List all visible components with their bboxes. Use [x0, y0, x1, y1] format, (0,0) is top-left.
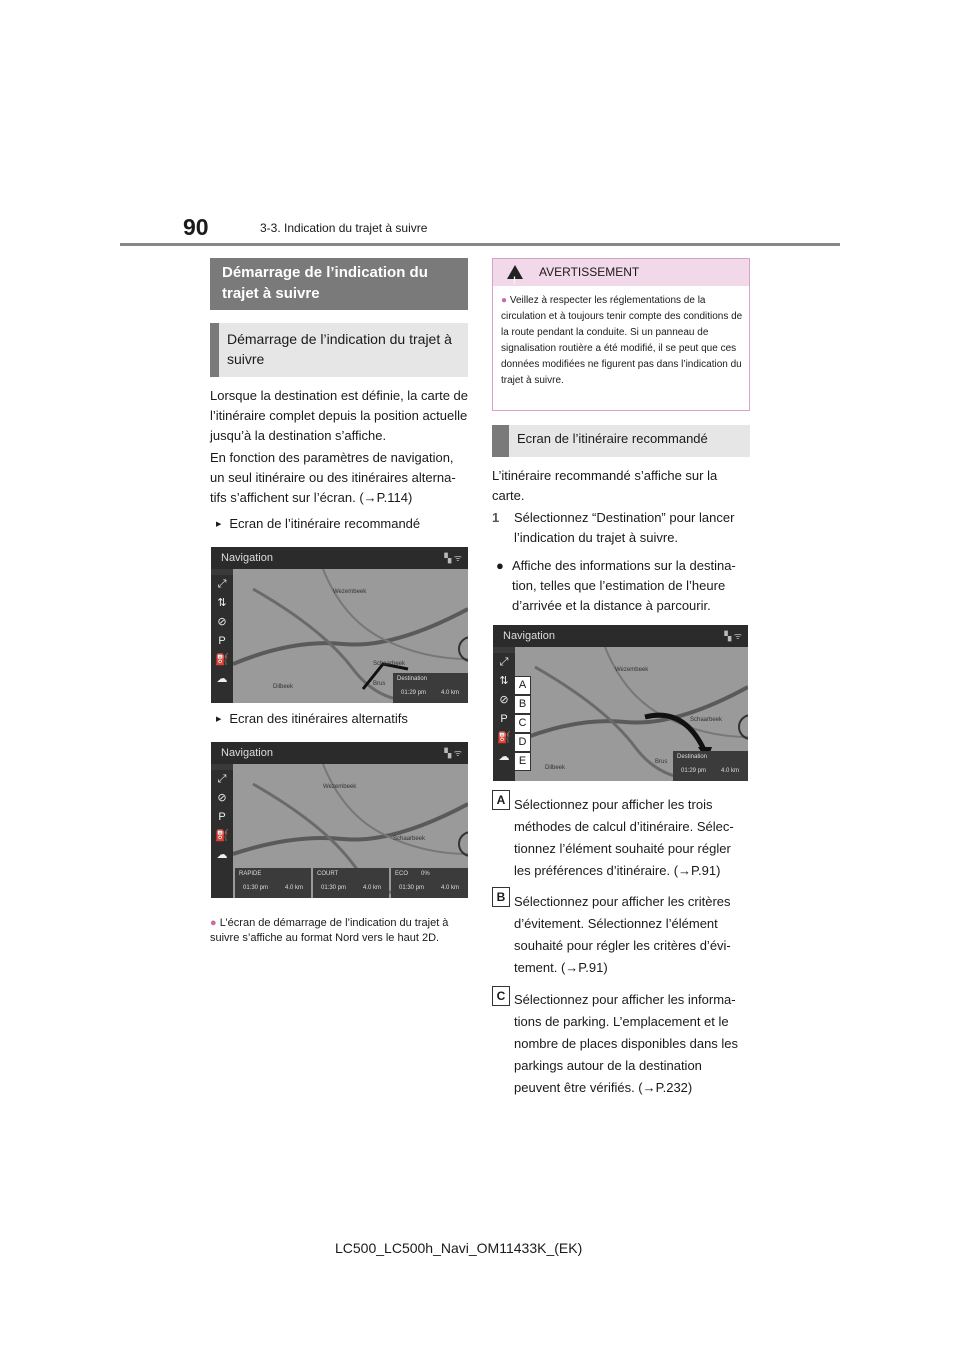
nav-title: Navigation: [503, 630, 555, 642]
warning-icon: [507, 265, 523, 279]
parking-icon[interactable]: P: [218, 811, 226, 823]
parking-icon[interactable]: P: [218, 635, 226, 647]
distance: 4.0 km: [285, 885, 304, 891]
recommended-paragraph: L’itinéraire recommandé s’affiche sur la carte.: [492, 468, 718, 503]
eta-time: 01:30 pm: [399, 885, 425, 891]
item-alternatives: ▶ Ecran des itinéraires alternatifs: [216, 709, 468, 732]
weather-icon[interactable]: ☁: [216, 849, 228, 861]
heading-recommended: Ecran de l’itinéraire recommandé: [492, 425, 750, 457]
map-label: Schaarbeek: [373, 661, 406, 667]
nav-screen-alternatives: [211, 742, 468, 898]
distance: 4.0 km: [441, 885, 460, 891]
callout-d: D: [514, 733, 531, 752]
nav-screen-annotated: [493, 625, 748, 781]
item-c-text: Sélectionnez pour afficher les informa-tions de parking. L’emplacement et le nombre de places disponibles dans les parkings autour de la destination peuvent être vérifiés. (→P.232): [514, 992, 739, 1095]
route-icon[interactable]: ⇅: [499, 675, 509, 687]
map-label: Dilbeek: [273, 684, 294, 690]
item-letter-b: B: [492, 887, 510, 907]
signal-icon: ▚ ᯤ: [444, 553, 462, 563]
info-bullet: [496, 556, 750, 616]
intro-paragraph: Lorsque la destination est définie, la carte de l’itinéraire complet depuis la position actuelle jusqu’à la destination s’affiche.: [210, 388, 469, 443]
avoid-icon[interactable]: ⊘: [217, 616, 227, 628]
avoid-icon[interactable]: ⊘: [499, 694, 509, 706]
map-label: Wezembeek: [333, 589, 367, 595]
warning-title: AVERTISSEMENT: [539, 265, 640, 279]
bullet-dot: ●: [501, 295, 508, 306]
map-label: Schaarbeek: [690, 717, 723, 723]
route-name: ECO: [395, 871, 409, 877]
step-number: 1: [492, 510, 500, 525]
item-letter-a: A: [492, 790, 510, 810]
nav-sidebar: [211, 770, 233, 898]
signal-icon: ▚ ᯤ: [444, 748, 462, 758]
route-option-eco[interactable]: [391, 868, 468, 898]
destination-button[interactable]: [393, 673, 468, 703]
nav-sidebar: [211, 575, 233, 703]
nav-screen-recommended: [211, 547, 468, 703]
map-label: Dilbeek: [545, 765, 566, 771]
item-a-text: Sélectionnez pour afficher les trois méthodes de calcul d’itinéraire. Sélec-tionnez l’élément souhaité pour régler les préférences d’itinéraire. (→P.91): [514, 797, 734, 878]
signal-icon: ▚ ᯤ: [724, 631, 742, 641]
distance: 4.0 km: [441, 690, 460, 696]
nav-header: [493, 625, 748, 647]
item-letter-c: C: [492, 986, 510, 1006]
distance: 4.0 km: [721, 768, 740, 774]
weather-icon[interactable]: ☁: [498, 751, 510, 763]
map-label: Wezembeek: [615, 667, 649, 673]
eco-percent: 0%: [421, 871, 430, 877]
info-bullet-text: Affiche des informations sur la destina-tion, telles que l’estimation de l’heure d’arrivée et la distance à parcourir.: [512, 558, 736, 613]
bullet-dot: ●: [496, 558, 504, 573]
section-title: 3-3. Indication du trajet à suivre: [260, 221, 428, 235]
destination-label: Destination: [397, 676, 428, 682]
parking-icon[interactable]: P: [500, 713, 508, 725]
destination-label: Destination: [677, 754, 708, 760]
fullscreen-icon[interactable]: ⤢: [499, 656, 509, 668]
footer-code: LC500_LC500h_Navi_OM11433K_(EK): [335, 1240, 583, 1256]
fuel-icon[interactable]: ⛽: [497, 732, 511, 744]
route-option-short[interactable]: [313, 868, 389, 898]
fuel-icon[interactable]: ⛽: [215, 654, 229, 666]
avoid-icon[interactable]: ⊘: [217, 792, 227, 804]
settings-paragraph: En fonction des paramètres de navigation, un seul itinéraire ou des itinéraires alterna-tifs s’affichent sur l’écran. (→P.114): [210, 450, 456, 505]
eta-time: 01:29 pm: [681, 768, 707, 774]
heading-main: Démarrage de l’indication du trajet à suivre: [210, 258, 468, 310]
map-label: Brus: [373, 681, 386, 687]
callout-b: B: [514, 695, 531, 714]
route-name: RAPIDE: [239, 871, 262, 877]
route-option-fast[interactable]: [235, 868, 311, 898]
fuel-icon[interactable]: ⛽: [215, 830, 229, 842]
note: [210, 916, 468, 946]
fullscreen-icon[interactable]: ⤢: [217, 773, 227, 785]
note-text: L’écran de démarrage de l’indication du trajet à suivre s’affiche au format Nord vers le haut 2D.: [210, 917, 449, 944]
nav-header: [211, 547, 468, 569]
eta-time: 01:29 pm: [401, 690, 427, 696]
map-label: Wezembeek: [323, 784, 357, 790]
callout-a: A: [514, 676, 531, 695]
warning-content: [501, 293, 743, 389]
header-divider: [120, 243, 840, 246]
bullet-dot: ●: [210, 917, 217, 929]
eta-time: 01:30 pm: [321, 885, 347, 891]
warning-header: [493, 259, 749, 286]
item-recommended: ▶ Ecran de l’itinéraire recommandé: [216, 514, 468, 537]
warning-box: [492, 258, 750, 411]
route-name: COURT: [317, 871, 339, 877]
item-b-text: Sélectionnez pour afficher les critères d’évitement. Sélectionnez l’élément souhaité pour régler les critères d’évi-tement. (→P.91): [514, 894, 731, 975]
fullscreen-icon[interactable]: ⤢: [217, 578, 227, 590]
heading-sub: Démarrage de l’indication du trajet à suivre: [210, 323, 468, 377]
route-icon[interactable]: ⇅: [217, 597, 227, 609]
nav-sidebar: [493, 653, 515, 781]
nav-title: Navigation: [221, 552, 273, 564]
map-area: [515, 647, 748, 781]
callout-e: E: [514, 752, 531, 771]
destination-button[interactable]: [673, 751, 748, 781]
nav-header: [211, 742, 468, 764]
warning-text: Veillez à respecter les réglementations de la circulation et à toujours tenir compte des conditions de la route pendant la conduite. Si un panneau de signalisation routière a été modifié, il se peut que ces données modifiées ne figurent pas dans l’indication du trajet à suivre.: [501, 295, 743, 386]
step-text: Sélectionnez “Destination” pour lancer l’indication du trajet à suivre.: [514, 510, 735, 545]
map-area: [233, 569, 468, 703]
map-label: Schaarbeek: [393, 836, 426, 842]
map-area: [233, 764, 468, 898]
map-label: Brus: [655, 759, 668, 765]
callout-c: C: [514, 714, 531, 733]
nav-title: Navigation: [221, 747, 273, 759]
eta-time: 01:30 pm: [243, 885, 269, 891]
weather-icon[interactable]: ☁: [216, 673, 228, 685]
page-number: 90: [183, 214, 209, 240]
step-1: [492, 508, 750, 548]
distance: 4.0 km: [363, 885, 382, 891]
